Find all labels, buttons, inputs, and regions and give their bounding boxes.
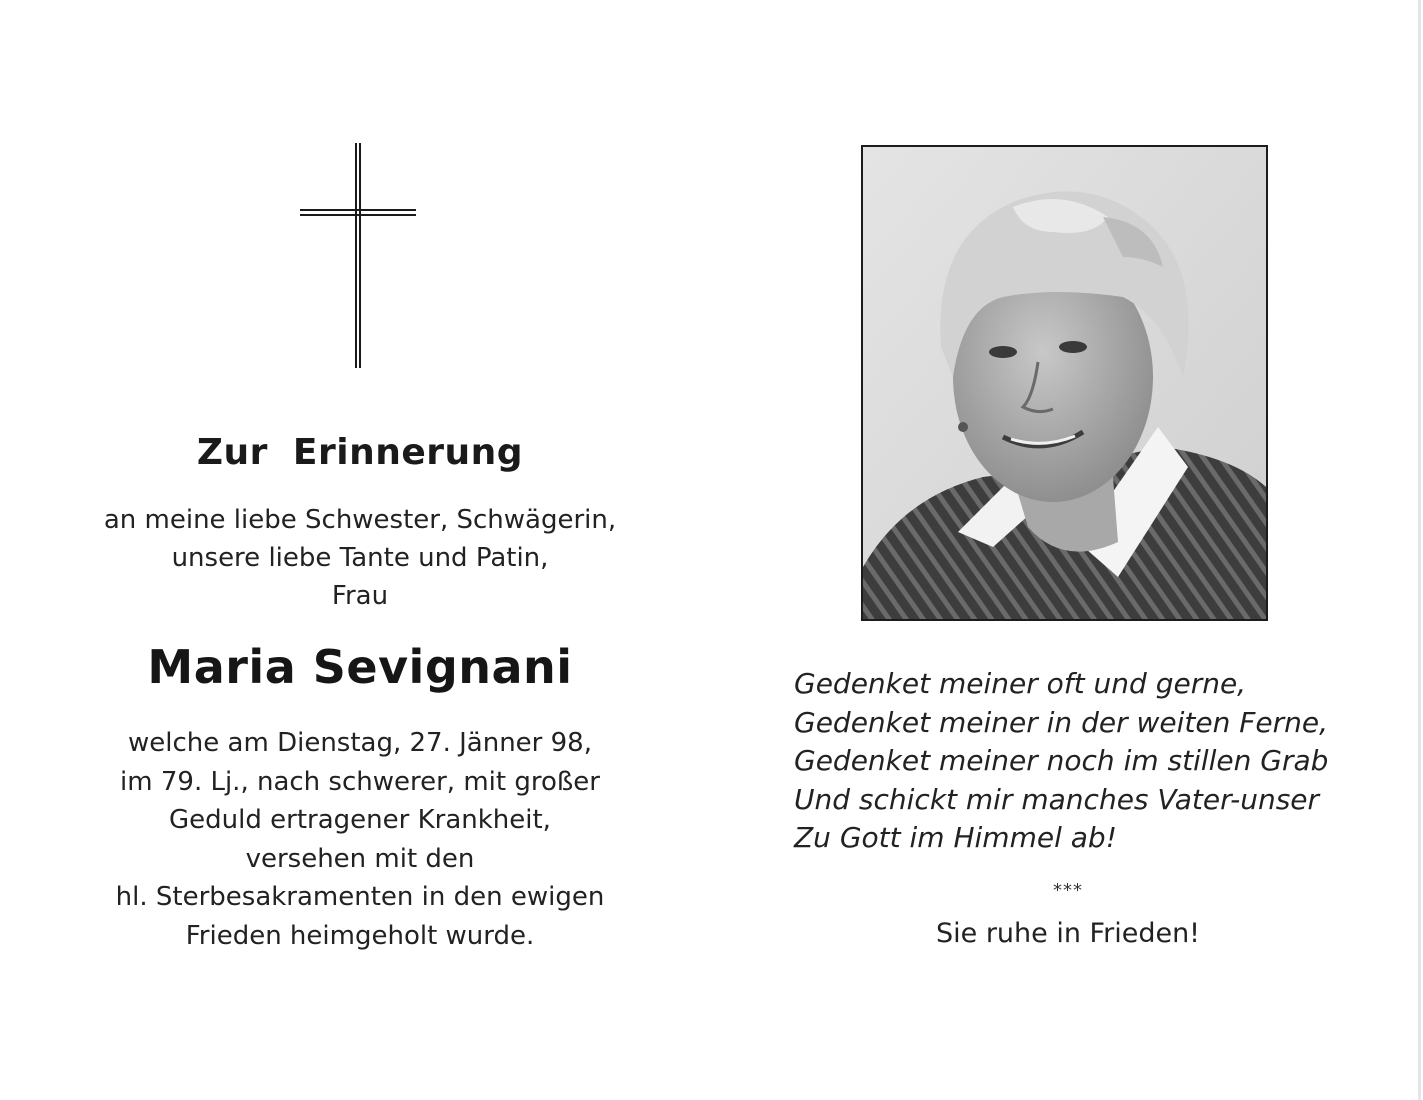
portrait-illustration [863, 147, 1266, 619]
intro-line-relation: an meine liebe Schwester, Schwägerin, [103, 505, 617, 535]
card-edge [1418, 0, 1421, 1100]
deceased-name: Maria Sevignani [147, 640, 573, 694]
poem-line: Gedenket meiner in der weiten Ferne, [794, 705, 1328, 739]
portrait-photo [861, 145, 1268, 621]
poem-line: Zu Gott im Himmel ab! [794, 821, 1117, 854]
details-block [60, 724, 660, 956]
memorial-poem [794, 665, 1394, 858]
intro-line-title: Frau [331, 581, 389, 611]
poem-line: Gedenket meiner noch im stillen Grab [794, 744, 1329, 777]
details-line-date: welche am Dienstag, 27. Jänner 98, [128, 728, 592, 758]
intro-block [60, 501, 660, 615]
details-line-sacraments-intro: versehen mit den [245, 843, 475, 874]
memorial-heading: Zur Erinnerung [196, 432, 524, 473]
details-line-illness: Geduld ertragener Krankheit, [169, 805, 551, 836]
details-line-age: im 79. Lj., nach schwerer, mit großer [120, 766, 600, 797]
memorial-left-column [60, 0, 660, 1100]
closing-blessing: Sie ruhe in Frieden! [935, 918, 1200, 949]
intro-line-family: unsere liebe Tante und Patin, [171, 543, 549, 573]
section-divider: *** [1053, 880, 1083, 901]
details-line-peace: Frieden heimgeholt wurde. [185, 920, 535, 951]
cross-icon [300, 143, 420, 368]
poem-line: Und schickt mir manches Vater-unser [794, 782, 1320, 816]
poem-line: Gedenket meiner oft und gerne, [794, 667, 1247, 700]
details-line-sacraments: hl. Sterbesakramenten in den ewigen [115, 882, 605, 913]
